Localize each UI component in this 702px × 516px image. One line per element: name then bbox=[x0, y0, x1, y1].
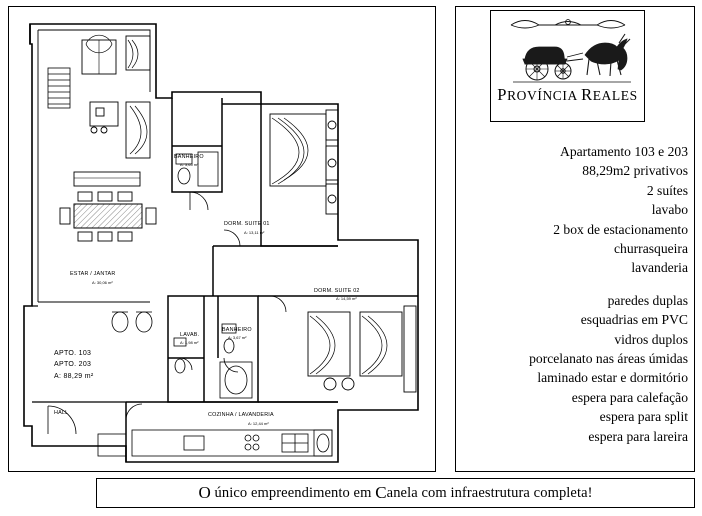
spec-line: lavanderia bbox=[631, 260, 688, 276]
spec-line: esquadrias em PVC bbox=[580, 312, 688, 328]
room-label: LAVAB. bbox=[180, 332, 200, 338]
spec-line: laminado estar e dormitório bbox=[537, 370, 688, 386]
room-label: BANHEIRO bbox=[174, 154, 204, 160]
logo-box bbox=[490, 10, 645, 122]
room-area: A: 12,44 m² bbox=[248, 421, 269, 426]
spec-line: 88,29m2 privativos bbox=[582, 163, 688, 179]
property-specs-list bbox=[462, 142, 688, 446]
spec-line: paredes duplas bbox=[607, 292, 688, 308]
tagline-text: O único empreendimento em C anela com infraestrutura completa! bbox=[198, 483, 593, 502]
room-area: A: 3,65 m² bbox=[180, 162, 199, 167]
plan-room-labels bbox=[54, 154, 360, 426]
room-label: DORM. SUITE 01 bbox=[224, 221, 270, 227]
tagline-banner bbox=[96, 478, 695, 508]
spec-line: 2 box de estacionamento bbox=[553, 221, 688, 237]
room-area: A: 30,06 m² bbox=[92, 280, 113, 285]
spec-group-spacer bbox=[462, 278, 688, 291]
spec-line: espera para lareira bbox=[588, 428, 688, 444]
apartment-tag-line-1: APTO. 103 bbox=[54, 350, 92, 357]
spec-line: churrasqueira bbox=[614, 241, 688, 257]
spec-line: espera para split bbox=[599, 409, 688, 425]
room-area: A: 13,11 m² bbox=[244, 230, 265, 235]
room-area: A: 3,67 m² bbox=[228, 335, 247, 340]
apartment-tag-line-2: APTO. 203 bbox=[54, 361, 92, 368]
spec-line: lavabo bbox=[651, 202, 688, 218]
room-label: COZINHA / LAVANDERIA bbox=[208, 412, 274, 418]
apartment-tag bbox=[54, 350, 94, 380]
room-label: BANHEIRO bbox=[222, 327, 252, 333]
room-area: A: 14,59 m² bbox=[336, 296, 357, 301]
spec-line: espera para calefação bbox=[571, 389, 688, 405]
room-label: ESTAR / JANTAR bbox=[70, 271, 116, 277]
spec-line: vidros duplos bbox=[614, 331, 688, 347]
spec-line: Apartamento 103 e 203 bbox=[560, 144, 688, 159]
spec-line: 2 suítes bbox=[646, 182, 688, 198]
floorplan-drawing bbox=[8, 6, 436, 472]
spec-line: porcelanato nas áreas úmidas bbox=[529, 351, 688, 367]
room-area: A: 1,98 m² bbox=[180, 340, 199, 345]
room-label: HALL bbox=[54, 410, 69, 416]
apartment-tag-line-3: A: 88,29 m² bbox=[54, 373, 94, 380]
horse-carriage-engraving-icon bbox=[493, 13, 643, 87]
room-label: DORM. SUITE 02 bbox=[314, 288, 360, 294]
logo-wordmark: PROVÍNCIA REALES bbox=[497, 85, 638, 104]
